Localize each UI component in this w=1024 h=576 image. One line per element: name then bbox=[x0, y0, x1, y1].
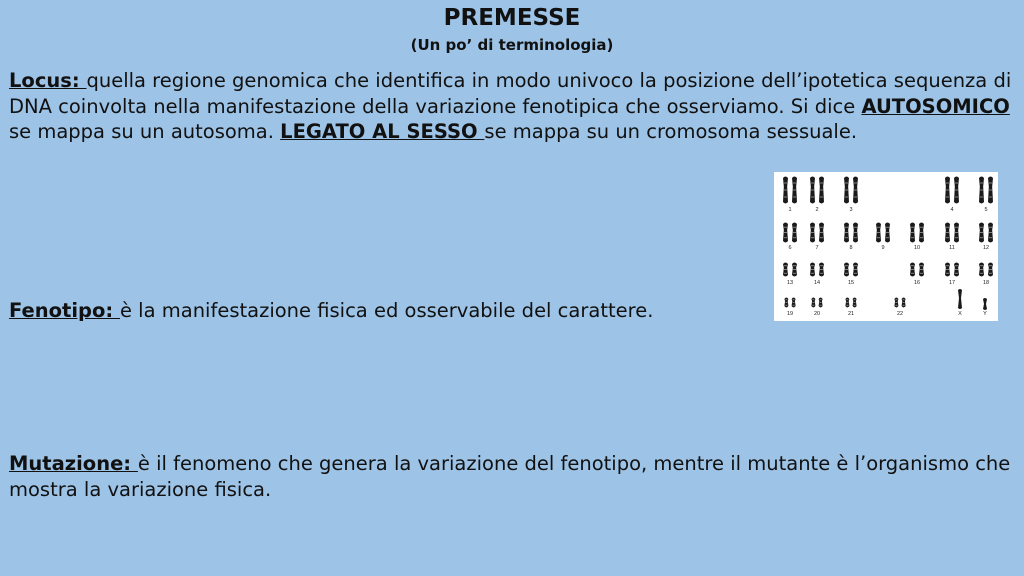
chromosome-pair-18 bbox=[979, 263, 993, 277]
chromosome-pair-19 bbox=[784, 298, 795, 308]
fenotipo-text: è la manifestazione fisica ed osservabile del carattere. bbox=[119, 299, 654, 322]
karyotype-label-20: 20 bbox=[813, 311, 821, 317]
locus-text-3: se mappa su un cromosoma sessuale. bbox=[484, 120, 858, 143]
locus-paragraph bbox=[9, 68, 1019, 145]
chromosome-x bbox=[958, 289, 962, 309]
chromosome-pair-14 bbox=[810, 263, 824, 277]
mutazione-paragraph bbox=[9, 451, 1019, 502]
chromosome-pair-11 bbox=[945, 223, 959, 243]
karyotype-label-7: 7 bbox=[815, 245, 819, 251]
karyotype-label-9: 9 bbox=[881, 245, 885, 251]
chromosome-pair-20 bbox=[811, 298, 822, 308]
karyotype-label-5: 5 bbox=[984, 207, 988, 213]
chromosome-pair-10 bbox=[910, 223, 924, 243]
karyotype-label-21: 21 bbox=[847, 311, 855, 317]
karyotype-label-8: 8 bbox=[849, 245, 853, 251]
karyotype-label-x: X bbox=[958, 311, 962, 317]
chromosome-y bbox=[983, 298, 987, 310]
karyotype-label-16: 16 bbox=[913, 280, 921, 286]
karyotype-label-1: 1 bbox=[788, 207, 792, 213]
chromosome-pair-17 bbox=[945, 263, 959, 277]
karyotype-label-11: 11 bbox=[949, 245, 955, 251]
chromosome-pair-9 bbox=[876, 223, 890, 243]
slide-subtitle: (Un po’ di terminologia) bbox=[410, 36, 614, 54]
karyotype-label-10: 10 bbox=[913, 245, 921, 251]
chromosome-pair-16 bbox=[910, 263, 924, 277]
karyotype-label-y: Y bbox=[983, 311, 987, 317]
locus-text-1: quella regione genomica che identifica in modo univoco la posizione dell’ipotetica sequenza di DNA coinvolta nella manifestazione della variazione fenotipica che osserviamo. Si dice bbox=[9, 69, 1012, 118]
chromosome-pair-21 bbox=[845, 298, 856, 308]
karyotype-label-18: 18 bbox=[982, 280, 990, 286]
fenotipo-term: Fenotipo: bbox=[9, 299, 120, 322]
chromosome-pair-3 bbox=[844, 177, 858, 204]
karyotype-label-6: 6 bbox=[788, 245, 792, 251]
slide-title: PREMESSE bbox=[443, 5, 581, 31]
karyotype-label-3: 3 bbox=[849, 207, 853, 213]
chromosome-pair-13 bbox=[783, 263, 797, 277]
chromosome-pair-12 bbox=[979, 223, 993, 243]
karyotype-label-12: 12 bbox=[982, 245, 990, 251]
karyotype-label-22: 22 bbox=[896, 311, 904, 317]
chromosome-pair-15 bbox=[844, 263, 858, 277]
locus-term: Locus: bbox=[9, 69, 87, 92]
chromosome-pair-7 bbox=[810, 223, 824, 243]
chromosome-pair-2 bbox=[810, 177, 824, 204]
karyotype-label-4: 4 bbox=[950, 207, 954, 213]
karyotype-label-14: 14 bbox=[813, 280, 821, 286]
mutazione-text: è il fenomeno che genera la variazione del fenotipo, mentre il mutante è l’organismo che mostra la variazione fisica. bbox=[9, 452, 1011, 501]
karyotype-label-2: 2 bbox=[815, 207, 819, 213]
karyotype-image bbox=[774, 172, 998, 321]
karyotype-label-17: 17 bbox=[948, 280, 956, 286]
mutazione-term: Mutazione: bbox=[9, 452, 138, 475]
karyotype-svg bbox=[774, 172, 998, 321]
locus-text-2: se mappa su un autosoma. bbox=[9, 120, 281, 143]
karyotype-label-15: 15 bbox=[847, 280, 855, 286]
autosomico-term: AUTOSOMICO bbox=[861, 94, 1010, 118]
chromosome-pair-6 bbox=[783, 223, 797, 243]
karyotype-label-13: 13 bbox=[786, 280, 794, 286]
chromosome-pair-4 bbox=[945, 177, 959, 204]
chromosome-pair-5 bbox=[979, 177, 993, 204]
chromosome-pair-1 bbox=[783, 177, 797, 204]
karyotype-label-19: 19 bbox=[786, 311, 794, 317]
legato-al-sesso-term: LEGATO AL SESSO bbox=[280, 120, 485, 143]
chromosome-pair-8 bbox=[844, 223, 858, 243]
chromosome-pair-22 bbox=[894, 298, 905, 308]
